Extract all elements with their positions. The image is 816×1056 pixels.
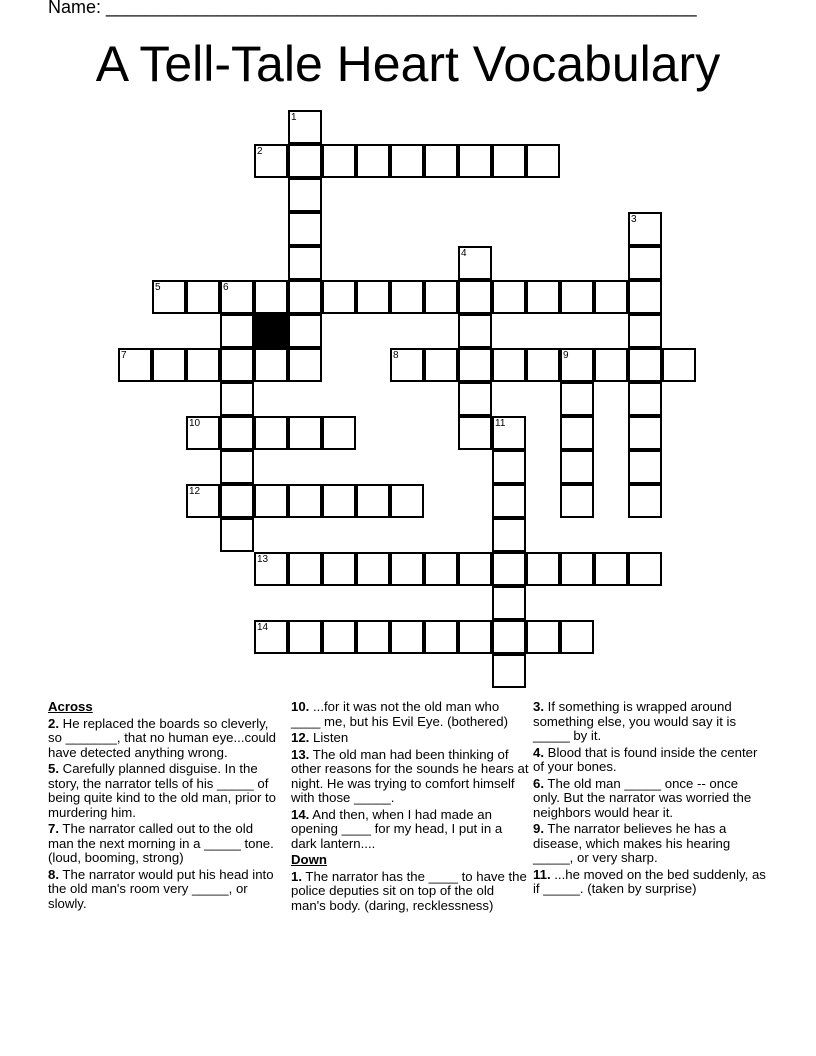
crossword-cell[interactable] xyxy=(628,450,662,484)
clue-number: 1 xyxy=(291,112,297,123)
crossword-cell[interactable] xyxy=(458,416,492,450)
clue-number-label: 7. xyxy=(48,821,59,836)
crossword-cell[interactable] xyxy=(288,212,322,246)
crossword-cell[interactable] xyxy=(492,654,526,688)
crossword-cell[interactable] xyxy=(186,484,220,518)
crossword-cell[interactable] xyxy=(390,144,424,178)
crossword-cell[interactable] xyxy=(288,314,322,348)
crossword-cell[interactable] xyxy=(628,484,662,518)
crossword-cell[interactable] xyxy=(560,450,594,484)
clue-text: Blood that is found inside the center of your bones. xyxy=(533,744,758,774)
crossword-cell[interactable] xyxy=(458,144,492,178)
crossword-cell[interactable] xyxy=(220,450,254,484)
crossword-cell[interactable] xyxy=(424,348,458,382)
crossword-cell[interactable] xyxy=(288,416,322,450)
clue-number: 14 xyxy=(257,622,269,633)
crossword-cell[interactable] xyxy=(390,348,424,382)
crossword-cell[interactable] xyxy=(662,348,696,382)
crossword-cell[interactable] xyxy=(526,280,560,314)
crossword-cell[interactable] xyxy=(560,416,594,450)
crossword-cell[interactable] xyxy=(220,416,254,450)
clue-number: 4 xyxy=(461,248,467,259)
clue-text: Carefully planned disguise. In the story, the narrator tells of his _____ of being quite kind to the old man, prior to murdering him. xyxy=(48,761,276,820)
crossword-cell[interactable] xyxy=(254,620,288,654)
crossword-cell[interactable] xyxy=(458,280,492,314)
clue-number-label: 9. xyxy=(533,821,544,836)
clue-text: The old man _____ once -- once only. But the narrator was worried the neighbors would hear it. xyxy=(533,775,752,820)
clue-number: 7 xyxy=(121,350,127,361)
crossword-cell[interactable] xyxy=(492,620,526,654)
clue-number-label: 14. xyxy=(291,806,310,822)
clue-item xyxy=(533,700,768,744)
crossword-cell[interactable] xyxy=(458,246,492,280)
clue-item xyxy=(291,700,531,729)
crossword-cell[interactable] xyxy=(186,348,220,382)
clues-column-3 xyxy=(533,700,768,899)
crossword-cell[interactable] xyxy=(288,620,322,654)
crossword-black-cell xyxy=(254,314,288,348)
crossword-cell[interactable] xyxy=(356,484,390,518)
crossword-cell[interactable] xyxy=(458,314,492,348)
crossword-cell[interactable] xyxy=(288,552,322,586)
clue-text: ...for it was not the old man who ____ me, but his Evil Eye. (bothered) xyxy=(291,699,508,729)
crossword-cell[interactable] xyxy=(492,348,526,382)
clue-text: The narrator believes he has a disease, which makes his hearing _____, or very sharp. xyxy=(533,821,731,865)
page-title: A Tell-Tale Heart Vocabulary xyxy=(95,36,721,92)
clue-number: 11 xyxy=(495,418,506,429)
crossword-cell[interactable] xyxy=(322,484,356,518)
crossword-cell[interactable] xyxy=(458,620,492,654)
crossword-cell[interactable] xyxy=(424,280,458,314)
crossword-cell[interactable] xyxy=(594,552,628,586)
crossword-cell[interactable] xyxy=(288,246,322,280)
crossword-cell[interactable] xyxy=(254,552,288,586)
crossword-cell[interactable] xyxy=(288,484,322,518)
crossword-cell[interactable] xyxy=(254,348,288,382)
crossword-cell[interactable] xyxy=(424,144,458,178)
crossword-cell[interactable] xyxy=(492,552,526,586)
clue-text: If something is wrapped around something else, you would say it is _____ by it. xyxy=(533,699,737,743)
crossword-cell[interactable] xyxy=(152,348,186,382)
clue-number-label: 3. xyxy=(533,699,544,714)
crossword-cell[interactable] xyxy=(492,416,526,450)
crossword-cell[interactable] xyxy=(594,280,628,314)
crossword-cell[interactable] xyxy=(254,484,288,518)
clue-number-label: 8. xyxy=(48,866,59,882)
clues-column-2 xyxy=(291,700,531,915)
clue-number: 3 xyxy=(631,214,637,225)
crossword-cell[interactable] xyxy=(424,552,458,586)
clue-item xyxy=(48,822,280,866)
crossword-cell[interactable] xyxy=(220,382,254,416)
crossword-cell[interactable] xyxy=(322,416,356,450)
clue-text: The narrator has the ____ to have the police deputies sit on top of the old man's body. (daring, recklessness) xyxy=(291,868,527,913)
clue-item xyxy=(533,822,768,866)
crossword-cell[interactable] xyxy=(152,280,186,314)
crossword-cell[interactable] xyxy=(254,144,288,178)
clue-number: 10 xyxy=(189,418,201,429)
crossword-cell[interactable] xyxy=(458,552,492,586)
down-heading: Down xyxy=(291,852,327,867)
crossword-cell[interactable] xyxy=(322,144,356,178)
crossword-cell[interactable] xyxy=(526,348,560,382)
across-heading: Across xyxy=(48,699,93,714)
clue-text: ...he moved on the bed suddenly, as if _____. (taken by surprise) xyxy=(533,866,766,896)
crossword-cell[interactable] xyxy=(628,246,662,280)
clue-number: 8 xyxy=(393,350,399,361)
crossword-cell[interactable] xyxy=(594,348,628,382)
crossword-cell[interactable] xyxy=(390,552,424,586)
crossword-cell[interactable] xyxy=(628,212,662,246)
crossword-cell[interactable] xyxy=(356,552,390,586)
crossword-cell[interactable] xyxy=(458,382,492,416)
clue-number: 5 xyxy=(155,282,161,293)
crossword-cell[interactable] xyxy=(560,620,594,654)
crossword-cell[interactable] xyxy=(390,484,424,518)
crossword-cell[interactable] xyxy=(288,348,322,382)
crossword-cell[interactable] xyxy=(356,280,390,314)
crossword-cell[interactable] xyxy=(186,416,220,450)
crossword-cell[interactable] xyxy=(526,552,560,586)
clue-item xyxy=(533,868,768,897)
clue-number: 6 xyxy=(223,282,229,293)
clue-item xyxy=(291,808,531,852)
crossword-cell[interactable] xyxy=(526,144,560,178)
clue-number-label: 13. xyxy=(291,746,310,762)
crossword-cell[interactable] xyxy=(628,552,662,586)
clue-number-label: 12. xyxy=(291,730,310,745)
clue-item xyxy=(48,762,280,820)
crossword-cell[interactable] xyxy=(118,348,152,382)
clue-item xyxy=(533,777,768,821)
clue-item xyxy=(291,748,531,806)
crossword-cell[interactable] xyxy=(220,518,254,552)
crossword-cell[interactable] xyxy=(220,348,254,382)
crossword-cell[interactable] xyxy=(390,280,424,314)
crossword-cell[interactable] xyxy=(560,382,594,416)
clue-number: 12 xyxy=(189,486,201,497)
crossword-cell[interactable] xyxy=(492,280,526,314)
clue-number-label: 4. xyxy=(533,744,544,760)
crossword-cell[interactable] xyxy=(220,280,254,314)
crossword-cell[interactable] xyxy=(288,110,322,144)
crossword-cell[interactable] xyxy=(220,314,254,348)
clue-number-label: 10. xyxy=(291,699,310,714)
crossword-cell[interactable] xyxy=(288,178,322,212)
crossword-cell[interactable] xyxy=(288,144,322,178)
crossword-cell[interactable] xyxy=(628,348,662,382)
crossword-cell[interactable] xyxy=(492,450,526,484)
clue-item xyxy=(533,746,768,775)
crossword-cell[interactable] xyxy=(492,518,526,552)
crossword-cell[interactable] xyxy=(424,620,458,654)
clue-text: Listen xyxy=(309,730,349,745)
crossword-cell[interactable] xyxy=(458,348,492,382)
clue-item xyxy=(291,870,531,914)
clues-column-1 xyxy=(48,700,280,913)
clue-number: 2 xyxy=(257,146,263,157)
crossword-cell[interactable] xyxy=(322,552,356,586)
clue-number-label: 2. xyxy=(48,715,59,731)
name-field[interactable]: Name: ___________________________________________________________ xyxy=(48,0,697,17)
clue-number-label: 11. xyxy=(533,866,551,882)
crossword-cell[interactable] xyxy=(628,416,662,450)
crossword-cell[interactable] xyxy=(390,620,424,654)
clue-text: The narrator would put his head into the old man's room very _____, or slowly. xyxy=(48,866,274,911)
crossword-cell[interactable] xyxy=(322,280,356,314)
clue-item xyxy=(48,717,280,761)
crossword-cell[interactable] xyxy=(220,484,254,518)
crossword-cell[interactable] xyxy=(492,144,526,178)
clue-item xyxy=(291,731,531,746)
crossword-cell[interactable] xyxy=(560,552,594,586)
clue-text: And then, when I had made an opening ____ for my head, I put in a dark lantern.... xyxy=(291,806,503,851)
clue-text: The old man had been thinking of other reasons for the sounds he hears at night. He was trying to comfort himself with those _____. xyxy=(291,746,529,805)
clue-number: 13 xyxy=(257,554,269,565)
clue-text: He replaced the boards so cleverly, so _______, that no human eye...could have detected anything wrong. xyxy=(48,715,277,760)
clue-number-label: 6. xyxy=(533,775,544,791)
crossword-cell[interactable] xyxy=(628,382,662,416)
crossword-cell[interactable] xyxy=(628,280,662,314)
crossword-cell[interactable] xyxy=(560,280,594,314)
crossword-cell[interactable] xyxy=(356,620,390,654)
crossword-cell[interactable] xyxy=(254,416,288,450)
crossword-cell[interactable] xyxy=(254,280,288,314)
clue-item xyxy=(48,868,280,912)
crossword-cell[interactable] xyxy=(560,484,594,518)
clue-number-label: 5. xyxy=(48,761,59,776)
clue-number: 9 xyxy=(563,350,569,361)
crossword-cell[interactable] xyxy=(560,348,594,382)
crossword-cell[interactable] xyxy=(628,314,662,348)
crossword-cell[interactable] xyxy=(492,586,526,620)
crossword-cell[interactable] xyxy=(288,280,322,314)
crossword-cell[interactable] xyxy=(526,620,560,654)
clue-text: The narrator called out to the old man the next morning in a _____ tone. (loud, booming, strong) xyxy=(48,821,274,865)
crossword-cell[interactable] xyxy=(356,144,390,178)
crossword-cell[interactable] xyxy=(186,280,220,314)
crossword-cell[interactable] xyxy=(492,484,526,518)
crossword-cell[interactable] xyxy=(322,620,356,654)
clue-number-label: 1. xyxy=(291,868,302,884)
